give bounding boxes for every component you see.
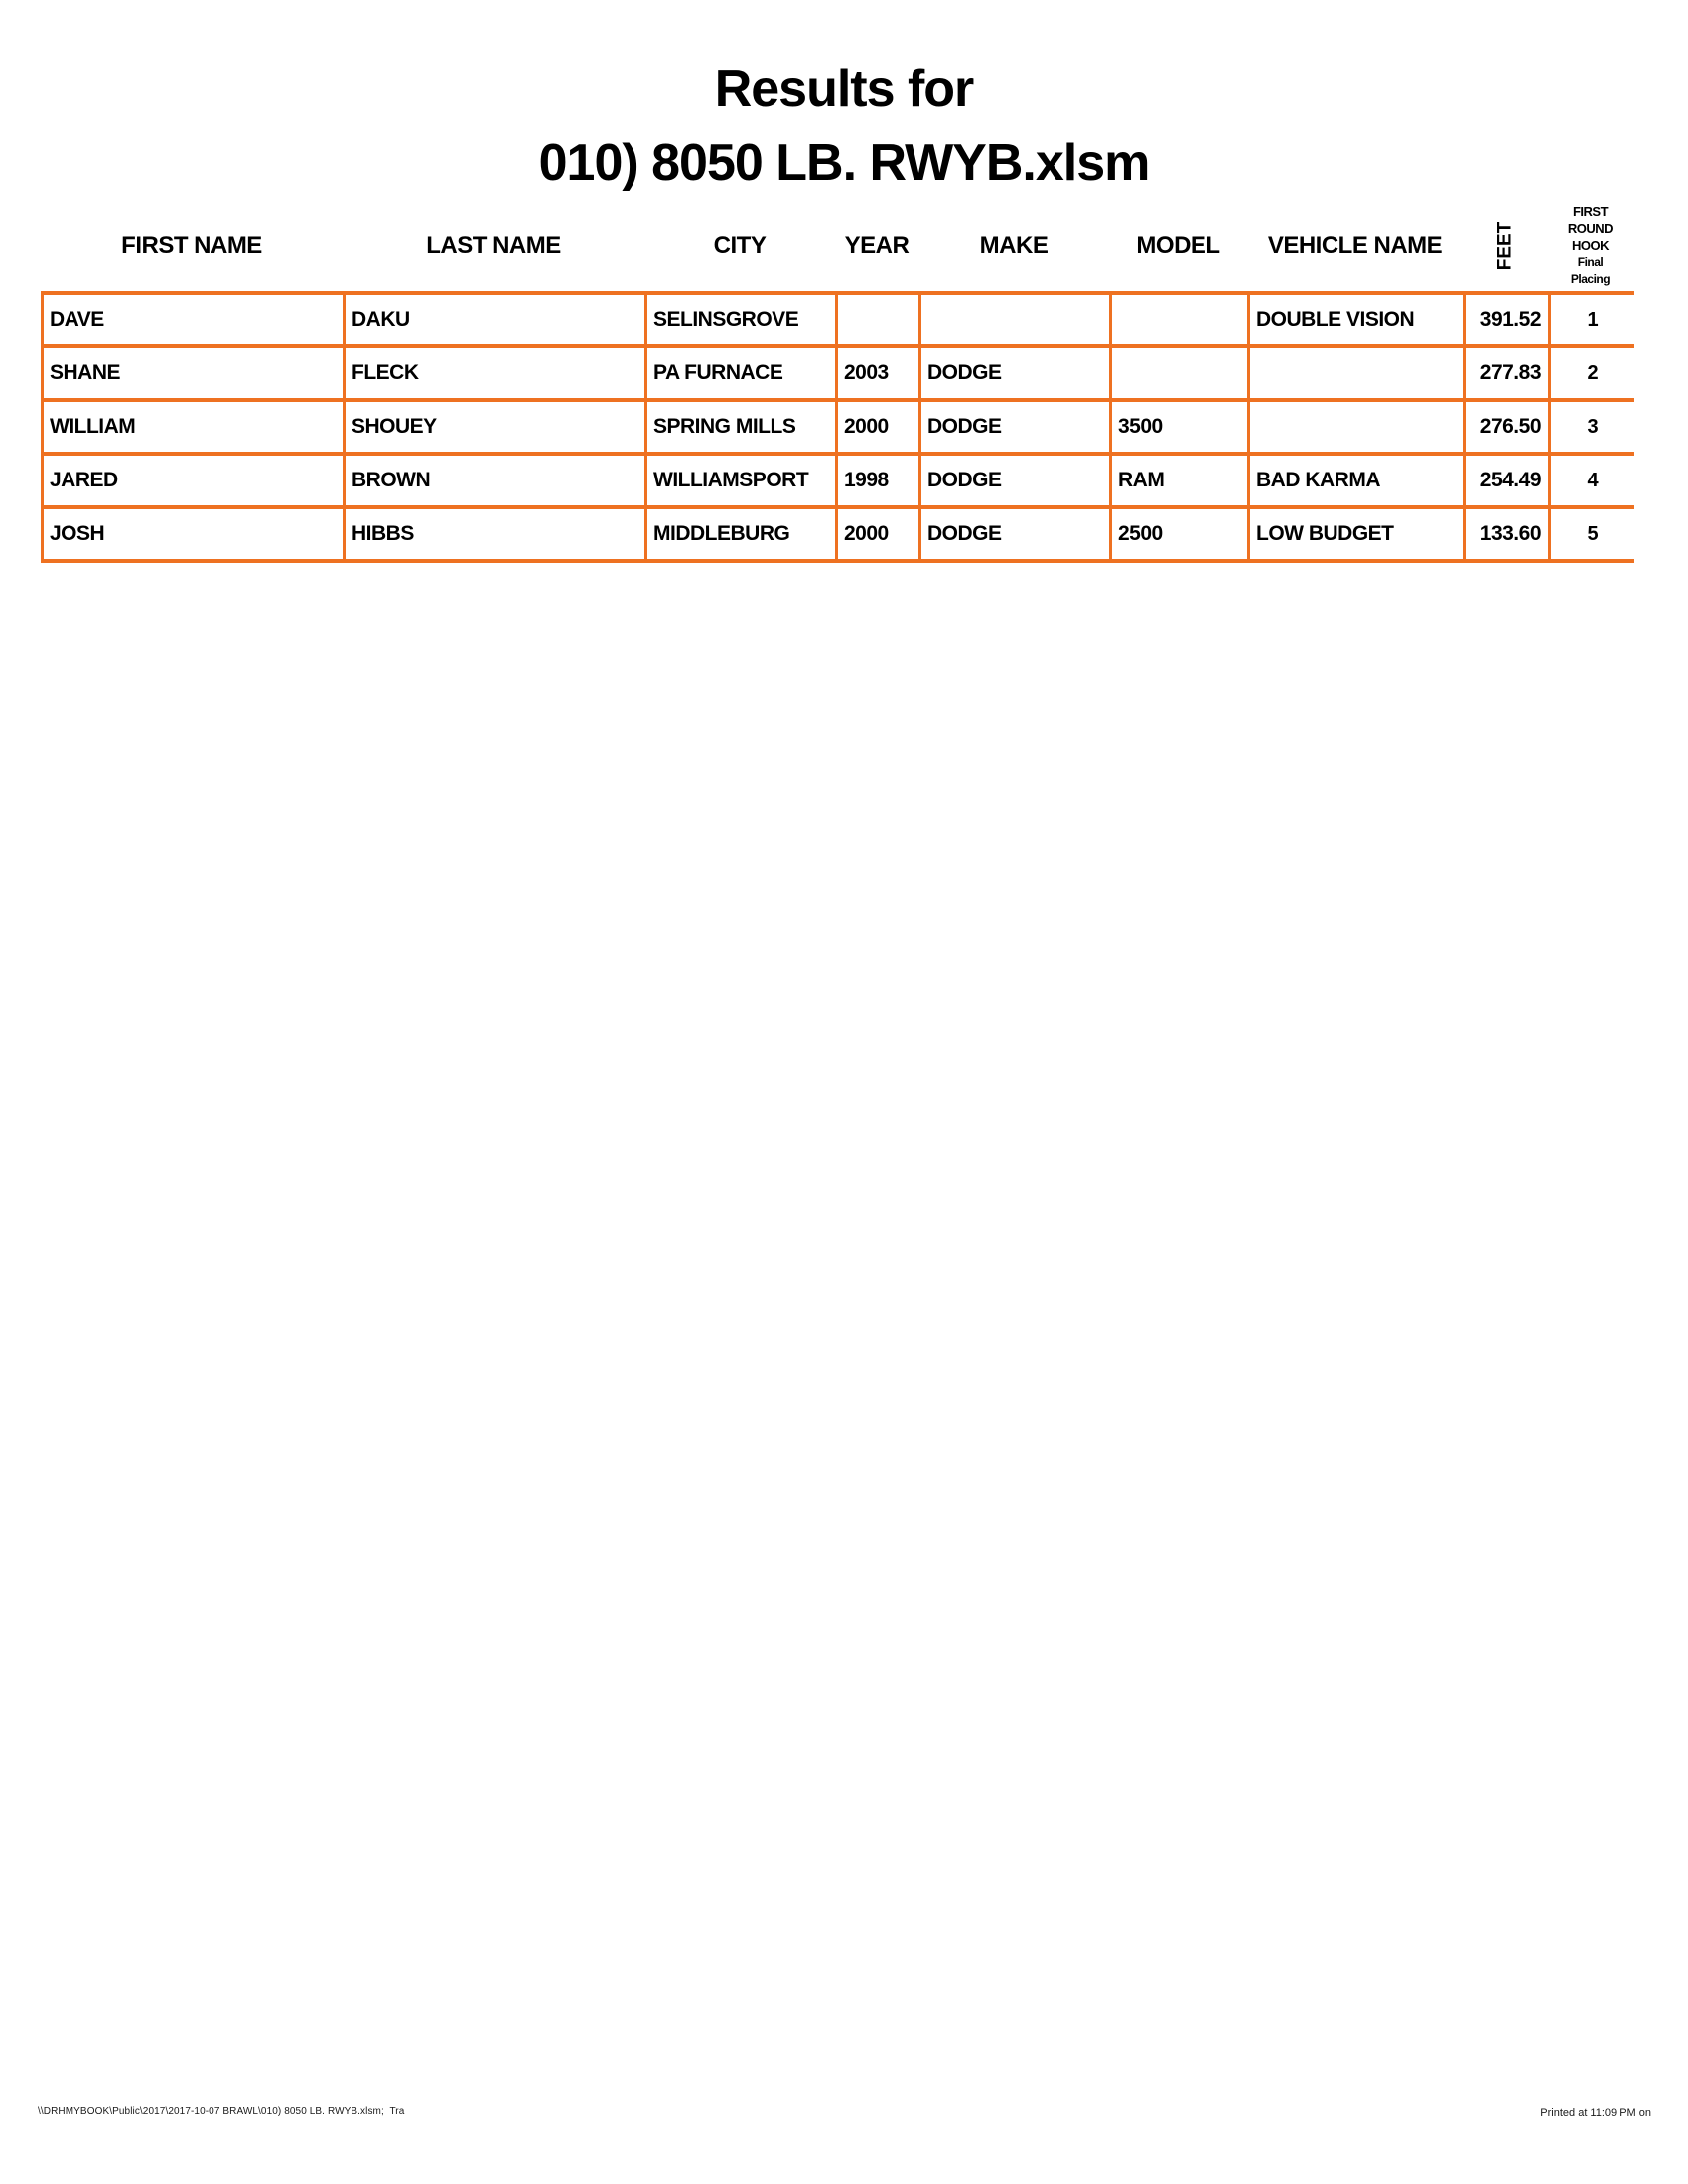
table-row	[43, 346, 1634, 400]
col-header-make: MAKE	[979, 232, 1049, 259]
cell-first-name: SHANE	[43, 346, 345, 400]
cell-model: 2500	[1111, 507, 1249, 561]
footer-file-path: \\DRHMYBOOK\Public\2017\2017-10-07 BRAWL\010) 8050 LB. RWYB.xlsm; Tra	[38, 2106, 405, 2116]
col-header-model: MODEL	[1136, 232, 1220, 259]
col-header-first-name: FIRST NAME	[121, 232, 262, 259]
cell-year: 1998	[837, 454, 920, 507]
cell-first-name: JARED	[43, 454, 345, 507]
table-row	[43, 454, 1634, 507]
cell-make: DODGE	[920, 454, 1111, 507]
col-header-feet	[1463, 202, 1548, 291]
cell-feet: 277.83	[1465, 346, 1550, 400]
placing-header-line: FIRST	[1572, 205, 1609, 219]
cell-make: DODGE	[920, 400, 1111, 454]
cell-vehicle-name: BAD KARMA	[1249, 454, 1465, 507]
cell-last-name: DAKU	[345, 293, 646, 346]
cell-year: 2000	[837, 400, 920, 454]
table-row	[43, 400, 1634, 454]
cell-year: 2003	[837, 346, 920, 400]
table-row	[43, 293, 1634, 346]
cell-city: SPRING MILLS	[646, 400, 837, 454]
cell-placing: 4	[1550, 454, 1634, 507]
cell-make: DODGE	[920, 507, 1111, 561]
cell-model: RAM	[1111, 454, 1249, 507]
cell-city: MIDDLEBURG	[646, 507, 837, 561]
cell-model	[1111, 346, 1249, 400]
cell-first-name: WILLIAM	[43, 400, 345, 454]
cell-vehicle-name	[1249, 346, 1465, 400]
cell-last-name: BROWN	[345, 454, 646, 507]
col-header-city: CITY	[713, 232, 767, 259]
cell-first-name: DAVE	[43, 293, 345, 346]
feet-rotated-label: FEET	[1494, 221, 1515, 271]
cell-last-name: SHOUEY	[345, 400, 646, 454]
cell-placing: 3	[1550, 400, 1634, 454]
page-title-line1: Results for	[714, 61, 974, 118]
page-title-line2: 010) 8050 LB. RWYB.xlsm	[538, 134, 1150, 192]
cell-feet: 133.60	[1465, 507, 1550, 561]
col-header-vehicle-name: VEHICLE NAME	[1267, 232, 1443, 259]
col-header-last-name: LAST NAME	[426, 232, 561, 259]
results-table	[41, 291, 1634, 563]
table-column-headers	[41, 202, 1632, 291]
cell-year: 2000	[837, 507, 920, 561]
cell-year	[837, 293, 920, 346]
cell-vehicle-name: DOUBLE VISION	[1249, 293, 1465, 346]
footer-printed-timestamp: Printed at 11:09 PM on	[1540, 2107, 1651, 2118]
table-row	[43, 507, 1634, 561]
cell-placing: 1	[1550, 293, 1634, 346]
cell-last-name: FLECK	[345, 346, 646, 400]
cell-placing: 5	[1550, 507, 1634, 561]
cell-model	[1111, 293, 1249, 346]
col-header-placing	[1548, 202, 1632, 291]
cell-city: PA FURNACE	[646, 346, 837, 400]
cell-vehicle-name: LOW BUDGET	[1249, 507, 1465, 561]
cell-make	[920, 293, 1111, 346]
cell-feet: 254.49	[1465, 454, 1550, 507]
cell-feet: 276.50	[1465, 400, 1550, 454]
cell-city: WILLIAMSPORT	[646, 454, 837, 507]
cell-model: 3500	[1111, 400, 1249, 454]
cell-last-name: HIBBS	[345, 507, 646, 561]
placing-header-line: HOOK	[1572, 238, 1609, 253]
cell-first-name: JOSH	[43, 507, 345, 561]
cell-vehicle-name	[1249, 400, 1465, 454]
placing-header-line: Placing	[1570, 272, 1611, 286]
cell-city: SELINSGROVE	[646, 293, 837, 346]
placing-header-line: Final	[1577, 255, 1604, 269]
cell-make: DODGE	[920, 346, 1111, 400]
col-header-year: YEAR	[844, 232, 910, 259]
cell-placing: 2	[1550, 346, 1634, 400]
cell-feet: 391.52	[1465, 293, 1550, 346]
placing-header-line: ROUND	[1567, 221, 1614, 236]
